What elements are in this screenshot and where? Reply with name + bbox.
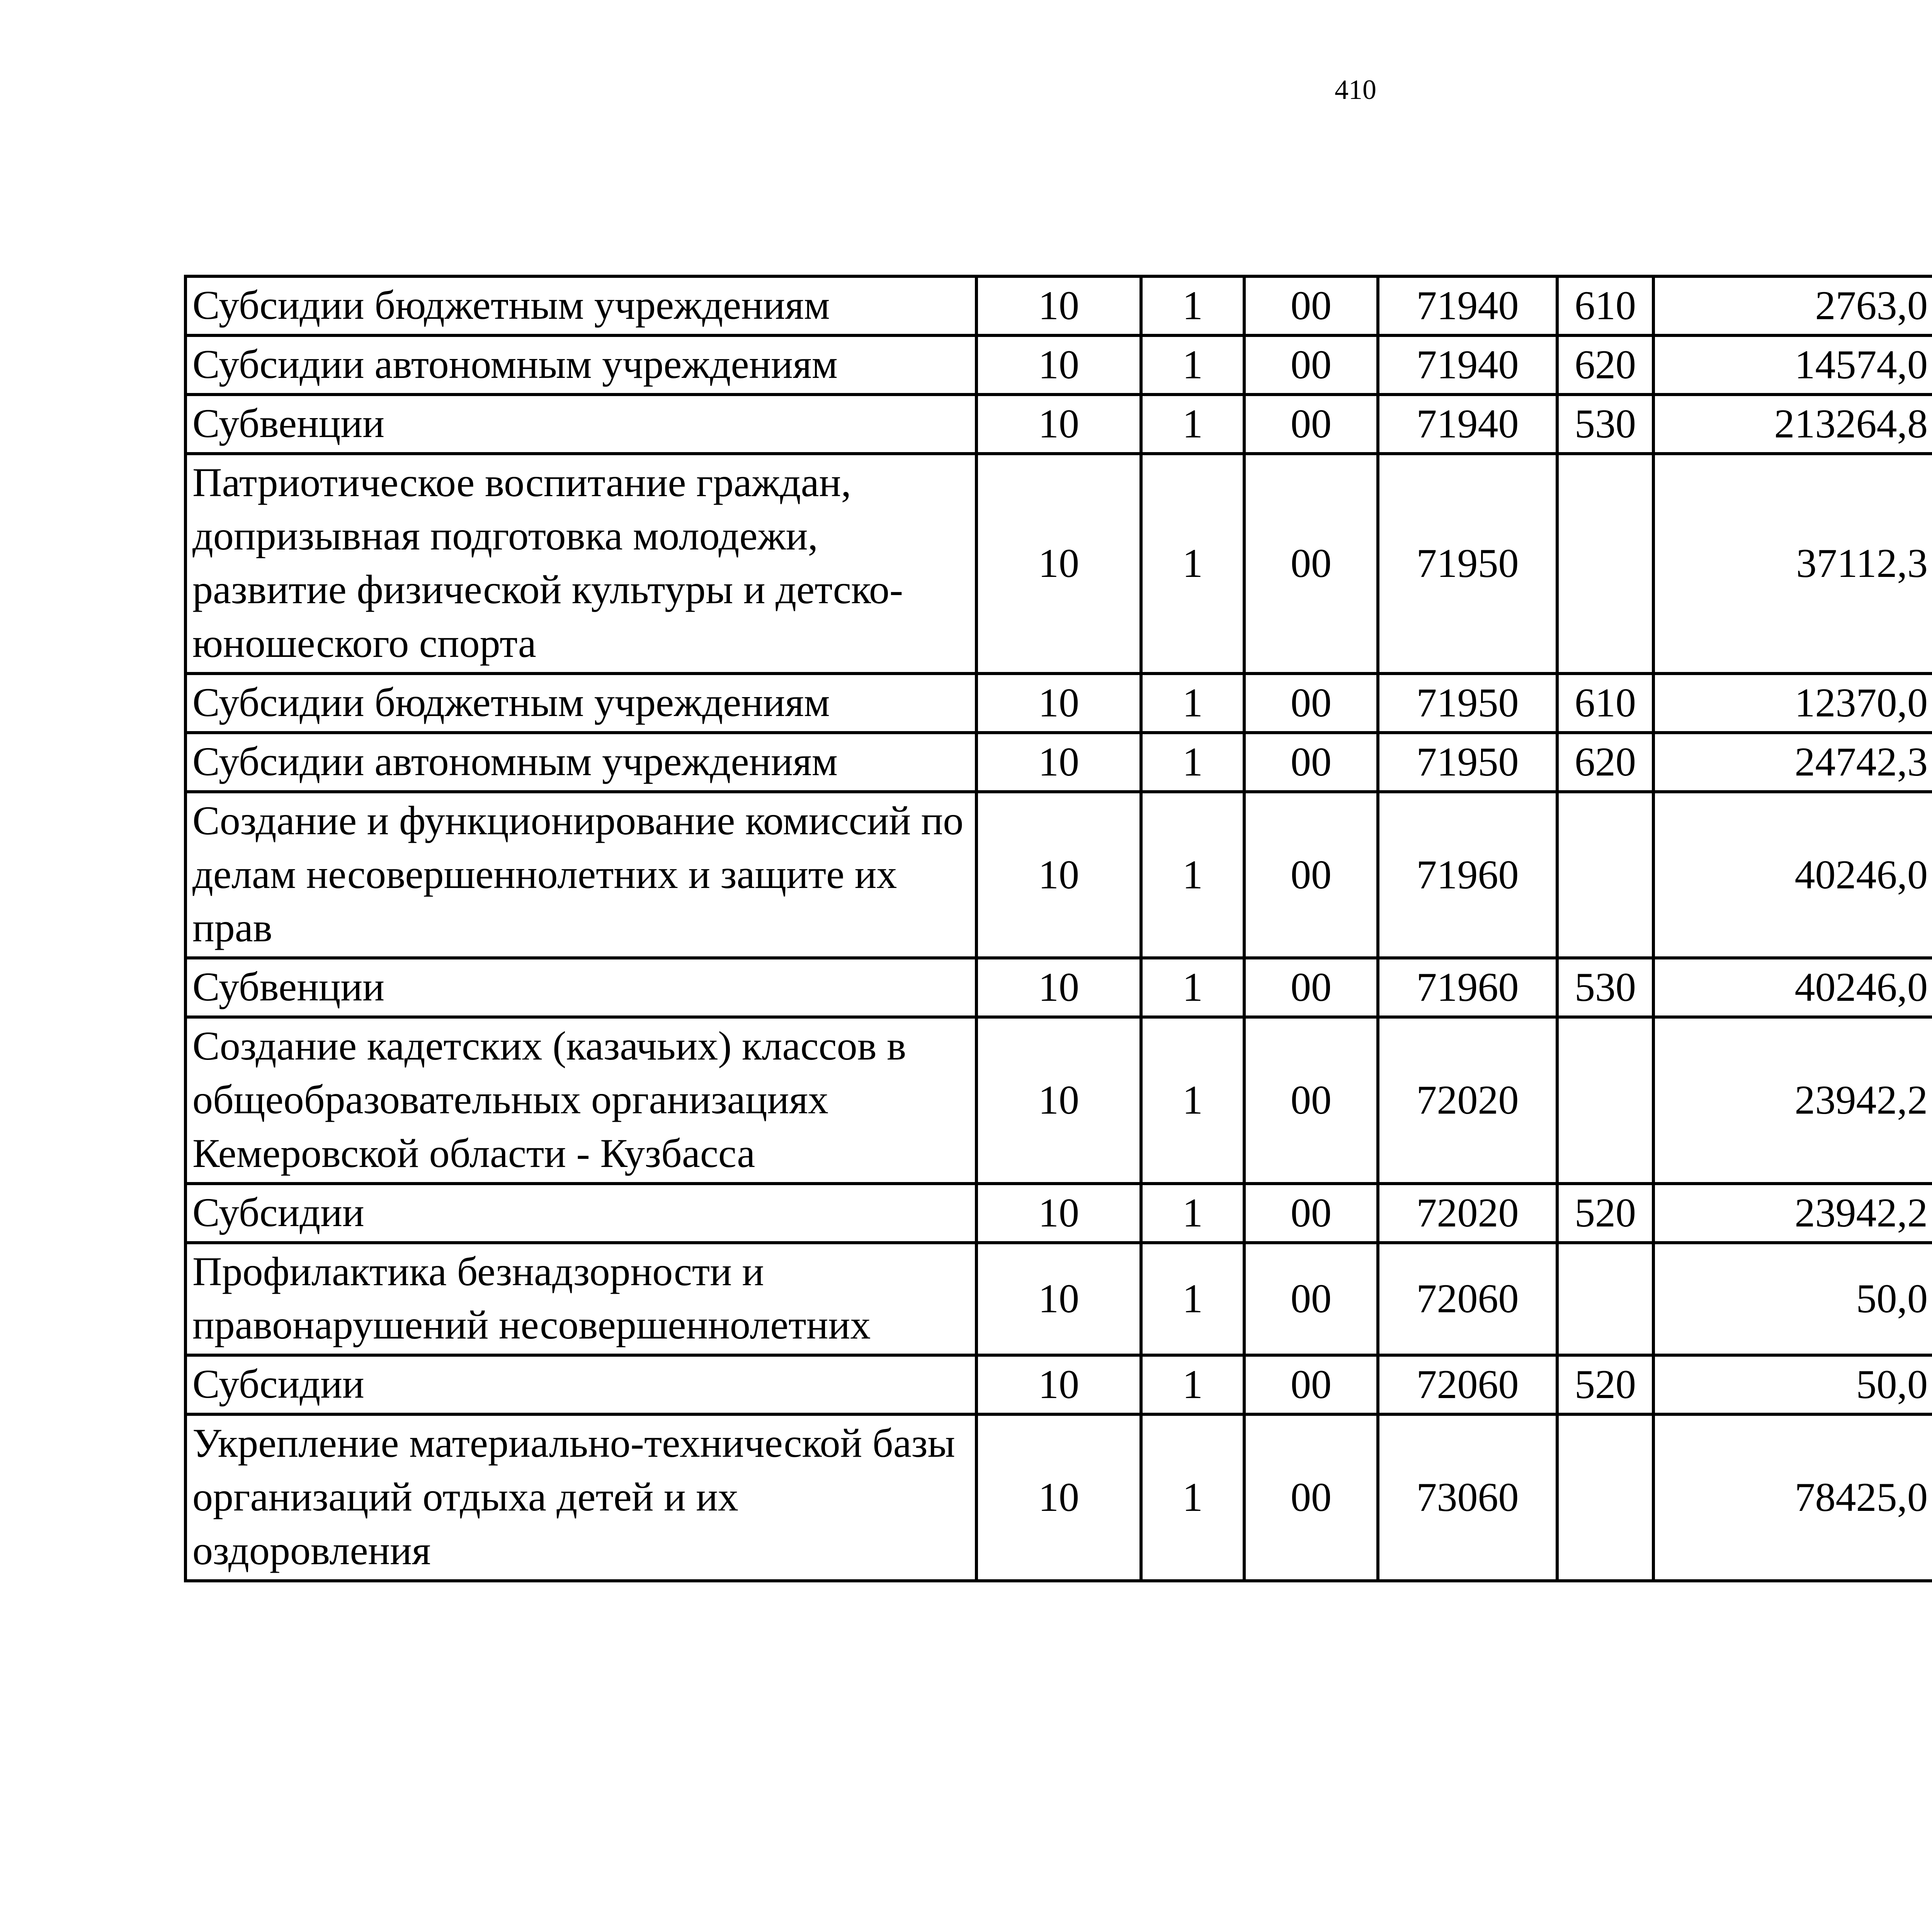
expense-type-code: 610 bbox=[1557, 276, 1653, 335]
expense-type-code bbox=[1557, 792, 1653, 958]
amount-year-1: 78425,0 bbox=[1653, 1414, 1932, 1581]
row-name: Патриотическое воспитание граждан, допризывная подготовка молодежи, развитие физической культуры и детско-юношеского спорта bbox=[185, 454, 976, 674]
subsection-code: 1 bbox=[1141, 1243, 1244, 1356]
program-code: 00 bbox=[1244, 1355, 1378, 1414]
subsection-code: 1 bbox=[1141, 276, 1244, 335]
target-article-code: 71950 bbox=[1378, 733, 1557, 792]
table-row bbox=[185, 674, 1932, 733]
expense-type-code bbox=[1557, 1243, 1653, 1356]
table-row bbox=[185, 395, 1932, 454]
section-code: 10 bbox=[976, 1184, 1141, 1243]
section-code: 10 bbox=[976, 395, 1141, 454]
amount-year-1: 12370,0 bbox=[1653, 674, 1932, 733]
program-code: 00 bbox=[1244, 674, 1378, 733]
expense-type-code: 530 bbox=[1557, 958, 1653, 1017]
program-code: 00 bbox=[1244, 958, 1378, 1017]
program-code: 00 bbox=[1244, 733, 1378, 792]
row-name: Субсидии автономным учреждениям bbox=[185, 335, 976, 395]
target-article-code: 73060 bbox=[1378, 1414, 1557, 1581]
row-name: Субвенции bbox=[185, 395, 976, 454]
target-article-code: 71940 bbox=[1378, 335, 1557, 395]
row-name: Создание и функционирование комиссий по делам несовершеннолетних и защите их прав bbox=[185, 792, 976, 958]
section-code: 10 bbox=[976, 674, 1141, 733]
section-code: 10 bbox=[976, 1017, 1141, 1184]
table-row bbox=[185, 1355, 1932, 1414]
subsection-code: 1 bbox=[1141, 335, 1244, 395]
target-article-code: 72020 bbox=[1378, 1184, 1557, 1243]
expense-type-code bbox=[1557, 454, 1653, 674]
budget-table bbox=[184, 275, 1932, 1582]
expense-type-code bbox=[1557, 1017, 1653, 1184]
row-name: Субсидии бюджетным учреждениям bbox=[185, 674, 976, 733]
program-code: 00 bbox=[1244, 454, 1378, 674]
program-code: 00 bbox=[1244, 1243, 1378, 1356]
subsection-code: 1 bbox=[1141, 1355, 1244, 1414]
section-code: 10 bbox=[976, 792, 1141, 958]
amount-year-1: 37112,3 bbox=[1653, 454, 1932, 674]
subsection-code: 1 bbox=[1141, 454, 1244, 674]
target-article-code: 71960 bbox=[1378, 792, 1557, 958]
target-article-code: 72060 bbox=[1378, 1355, 1557, 1414]
expense-type-code: 520 bbox=[1557, 1184, 1653, 1243]
page-number: 410 bbox=[1335, 74, 1376, 105]
section-code: 10 bbox=[976, 276, 1141, 335]
amount-year-1: 213264,8 bbox=[1653, 395, 1932, 454]
row-name: Укрепление материально-технической базы организаций отдыха детей и их оздоровления bbox=[185, 1414, 976, 1581]
target-article-code: 72020 bbox=[1378, 1017, 1557, 1184]
table-row bbox=[185, 958, 1932, 1017]
amount-year-1: 14574,0 bbox=[1653, 335, 1932, 395]
program-code: 00 bbox=[1244, 792, 1378, 958]
section-code: 10 bbox=[976, 958, 1141, 1017]
program-code: 00 bbox=[1244, 276, 1378, 335]
target-article-code: 71940 bbox=[1378, 395, 1557, 454]
table-row bbox=[185, 1184, 1932, 1243]
table-row bbox=[185, 276, 1932, 335]
amount-year-1: 50,0 bbox=[1653, 1355, 1932, 1414]
program-code: 00 bbox=[1244, 1017, 1378, 1184]
table-row bbox=[185, 1243, 1932, 1356]
program-code: 00 bbox=[1244, 1414, 1378, 1581]
amount-year-1: 40246,0 bbox=[1653, 958, 1932, 1017]
table-row bbox=[185, 1017, 1932, 1184]
table-row bbox=[185, 733, 1932, 792]
section-code: 10 bbox=[976, 733, 1141, 792]
expense-type-code bbox=[1557, 1414, 1653, 1581]
section-code: 10 bbox=[976, 335, 1141, 395]
subsection-code: 1 bbox=[1141, 395, 1244, 454]
row-name: Профилактика безнадзорности и правонарушений несовершеннолетних bbox=[185, 1243, 976, 1356]
section-code: 10 bbox=[976, 454, 1141, 674]
row-name: Субсидии автономным учреждениям bbox=[185, 733, 976, 792]
target-article-code: 72060 bbox=[1378, 1243, 1557, 1356]
subsection-code: 1 bbox=[1141, 733, 1244, 792]
section-code: 10 bbox=[976, 1243, 1141, 1356]
subsection-code: 1 bbox=[1141, 958, 1244, 1017]
program-code: 00 bbox=[1244, 1184, 1378, 1243]
amount-year-1: 40246,0 bbox=[1653, 792, 1932, 958]
expense-type-code: 520 bbox=[1557, 1355, 1653, 1414]
amount-year-1: 24742,3 bbox=[1653, 733, 1932, 792]
expense-type-code: 530 bbox=[1557, 395, 1653, 454]
section-code: 10 bbox=[976, 1355, 1141, 1414]
table-row bbox=[185, 335, 1932, 395]
section-code: 10 bbox=[976, 1414, 1141, 1581]
row-name: Субсидии бюджетным учреждениям bbox=[185, 276, 976, 335]
target-article-code: 71960 bbox=[1378, 958, 1557, 1017]
subsection-code: 1 bbox=[1141, 1184, 1244, 1243]
subsection-code: 1 bbox=[1141, 674, 1244, 733]
subsection-code: 1 bbox=[1141, 792, 1244, 958]
subsection-code: 1 bbox=[1141, 1414, 1244, 1581]
table-row bbox=[185, 792, 1932, 958]
row-name: Субсидии bbox=[185, 1355, 976, 1414]
amount-year-1: 23942,2 bbox=[1653, 1017, 1932, 1184]
table-row bbox=[185, 454, 1932, 674]
target-article-code: 71950 bbox=[1378, 454, 1557, 674]
table-row bbox=[185, 1414, 1932, 1581]
amount-year-1: 23942,2 bbox=[1653, 1184, 1932, 1243]
expense-type-code: 620 bbox=[1557, 335, 1653, 395]
target-article-code: 71950 bbox=[1378, 674, 1557, 733]
row-name: Создание кадетских (казачьих) классов в общеобразовательных организациях Кемеровской области - Кузбасса bbox=[185, 1017, 976, 1184]
subsection-code: 1 bbox=[1141, 1017, 1244, 1184]
amount-year-1: 2763,0 bbox=[1653, 276, 1932, 335]
amount-year-1: 50,0 bbox=[1653, 1243, 1932, 1356]
expense-type-code: 620 bbox=[1557, 733, 1653, 792]
program-code: 00 bbox=[1244, 395, 1378, 454]
target-article-code: 71940 bbox=[1378, 276, 1557, 335]
row-name: Субсидии bbox=[185, 1184, 976, 1243]
expense-type-code: 610 bbox=[1557, 674, 1653, 733]
row-name: Субвенции bbox=[185, 958, 976, 1017]
program-code: 00 bbox=[1244, 335, 1378, 395]
